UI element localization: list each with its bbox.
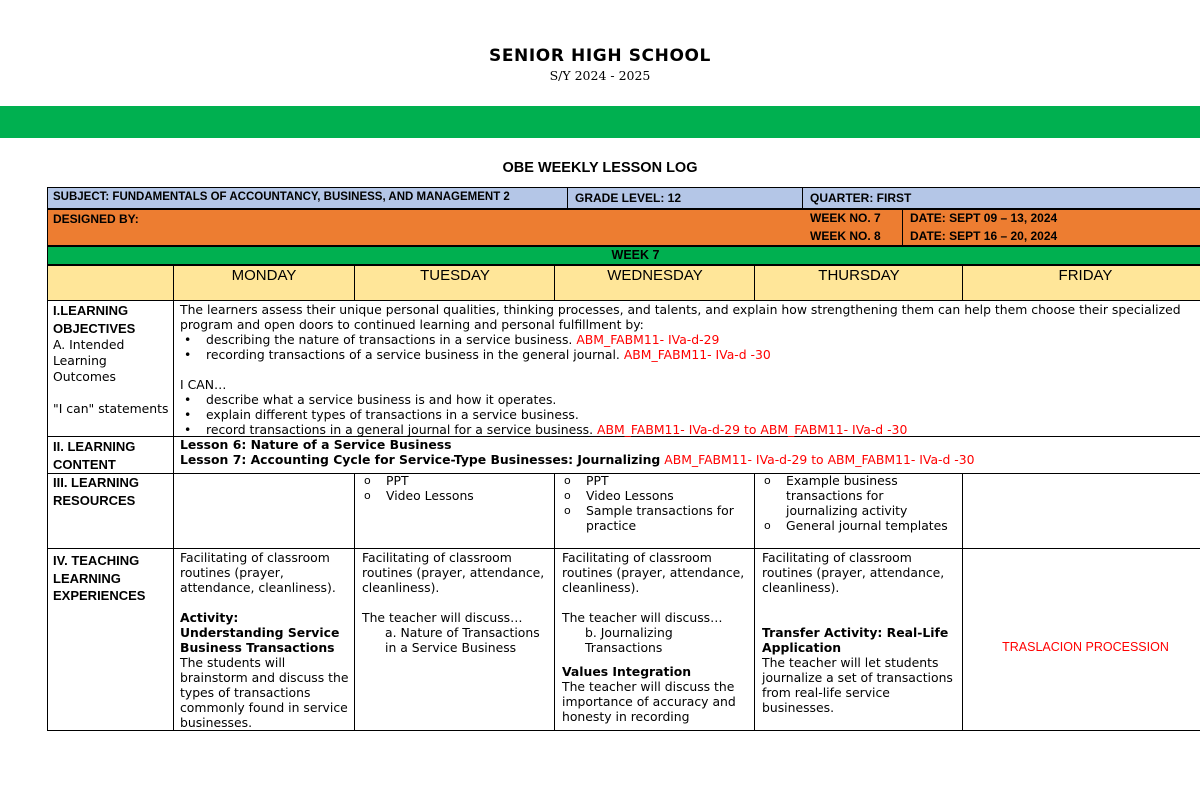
day-monday: MONDAY: [231, 267, 297, 284]
teaching-wednesday: Facilitating of classroom routines (prayer, attendance, cleanliness). The teacher will discuss… b. Journalizing Transactions Values Integration The teacher will discuss the importance of accuracy and honesty in recording: [562, 550, 745, 724]
subject-row: [47, 187, 1200, 209]
content-label: II. LEARNING CONTENT: [53, 439, 136, 472]
objective-bullet: • describing the nature of transactions in a service business. ABM_FABM11- IVa-d-29: [206, 332, 1195, 347]
ican-bullet: • record transactions in a general journal for a service business. ABM_FABM11- IVa-d-29 to ABM_FABM11- IVa-d -30: [206, 422, 1195, 437]
objectives-label: I.LEARNING OBJECTIVES A. Intended Learning Outcomes "I can" statements: [53, 303, 169, 416]
school-title: SENIOR HIGH SCHOOL: [488, 46, 711, 66]
resources-thursday: o Example business transactions for journalizing activity o General journal templates: [762, 473, 958, 533]
ican-bullet: • describe what a service business is and how it operates.: [206, 392, 1195, 407]
green-banner: [0, 106, 1200, 138]
day-wednesday: WEDNESDAY: [607, 267, 703, 284]
week-label: WEEK 7: [611, 248, 660, 262]
lesson-7: Lesson 7: Accounting Cycle for Service-Type Businesses: Journalizing: [180, 452, 661, 467]
objective-bullet: • recording transactions of a service business in the general journal. ABM_FABM11- IVa-d -30: [206, 347, 1195, 362]
friday-event: TRASLACION PROCESSION: [1002, 640, 1169, 654]
date-week-8: DATE: SEPT 16 – 20, 2024: [910, 229, 1058, 243]
quarter: QUARTER: FIRST: [810, 191, 912, 205]
designed-by-label: DESIGNED BY:: [53, 212, 139, 226]
resources-tuesday: o PPT o Video Lessons: [362, 473, 550, 503]
lesson-6: Lesson 6: Nature of a Service Business: [180, 437, 452, 452]
content-code: ABM_FABM11- IVa-d-29 to ABM_FABM11- IVa-d -30: [664, 452, 975, 467]
content-cell: [180, 437, 1195, 467]
teaching-label: IV. TEACHING LEARNING EXPERIENCES: [53, 553, 146, 603]
day-tuesday: TUESDAY: [420, 267, 490, 284]
ican-bullet: • explain different types of transactions in a service business.: [206, 407, 1195, 422]
resources-wednesday: o PPT o Video Lessons o Sample transactions for practice: [562, 473, 752, 533]
log-title: OBE WEEKLY LESSON LOG: [502, 160, 698, 176]
week-no-8: WEEK NO. 8: [810, 229, 881, 243]
day-thursday: THURSDAY: [818, 267, 900, 284]
resources-label: III. LEARNING RESOURCES: [53, 475, 139, 508]
teaching-thursday: Facilitating of classroom routines (prayer, attendance, cleanliness). Transfer Activity: Real-Life Application The teacher will let students journalize a set of transactions from real-life service businesses.: [762, 550, 953, 715]
day-friday: FRIDAY: [1058, 267, 1113, 284]
grade-level: GRADE LEVEL: 12: [575, 191, 682, 205]
week-row: [47, 246, 1200, 265]
ican-heading: I CAN…: [180, 377, 227, 392]
objectives-cell: [180, 302, 1195, 437]
subject-label: SUBJECT: FUNDAMENTALS OF ACCOUNTANCY, BUSINESS, AND MANAGEMENT 2: [53, 191, 510, 203]
date-week-7: DATE: SEPT 09 – 13, 2024: [910, 211, 1058, 225]
objectives-intro: The learners assess their unique personal qualities, thinking processes, and talents, and explain how strengthening them can help them choose their specialized program and open doors to continued learning and personal fulfillment by:: [180, 302, 1181, 332]
teaching-monday: Facilitating of classroom routines (prayer, attendance, cleanliness). Activity: Understanding Service Business Transactions The students will brainstorm and discuss the types of transactions commonly found in service businesses.: [180, 550, 349, 730]
week-no-7: WEEK NO. 7: [810, 211, 881, 225]
designed-by-row: [47, 209, 1200, 246]
teaching-tuesday: Facilitating of classroom routines (prayer, attendance, cleanliness). The teacher will discuss… a. Nature of Transactions in a Service Business: [362, 550, 545, 655]
school-year: S/Y 2024 - 2025: [549, 68, 651, 83]
